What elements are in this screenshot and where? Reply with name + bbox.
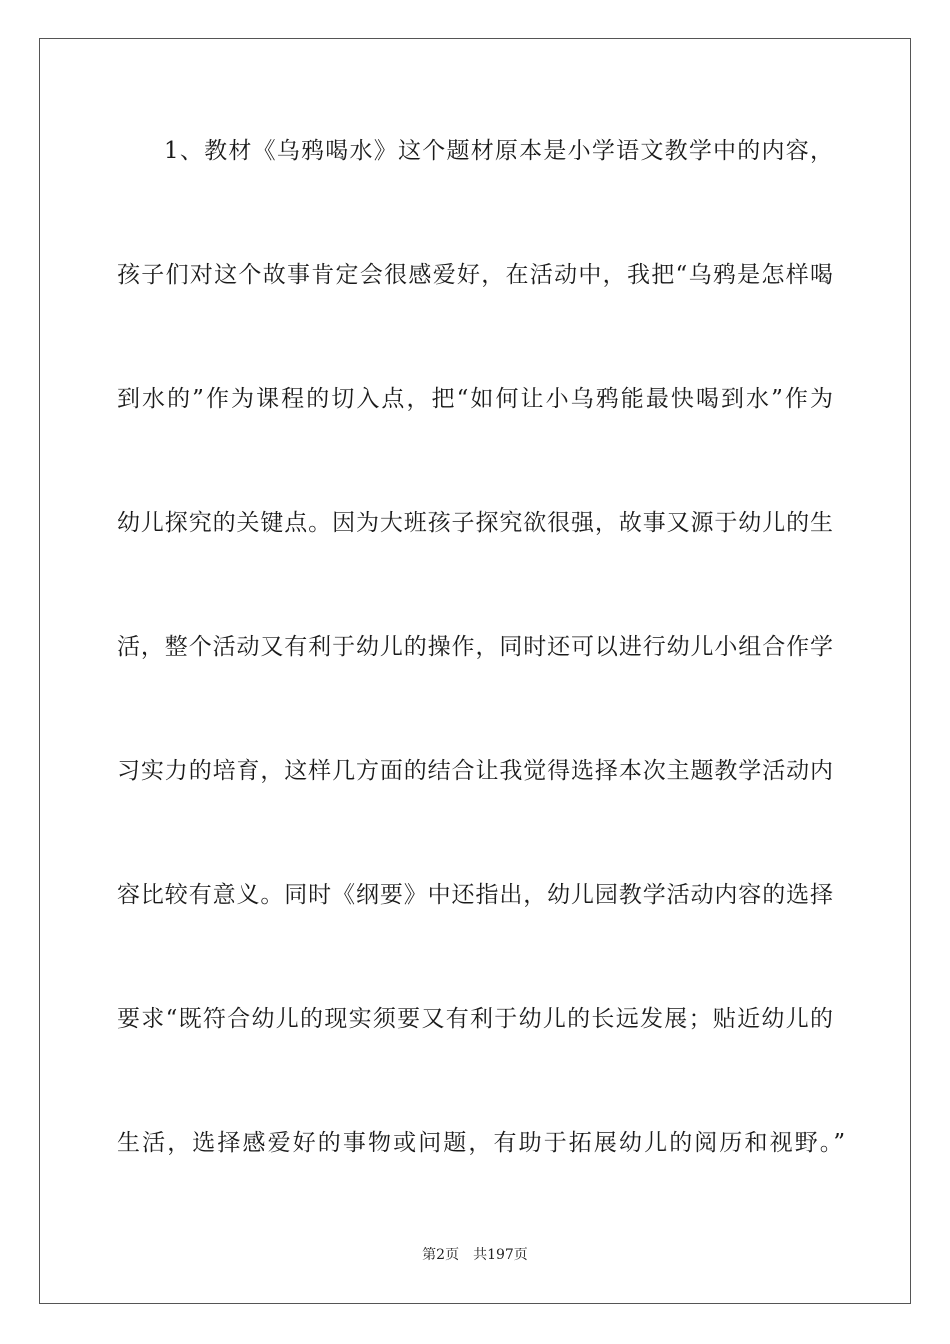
text-line: 生活，选择感爱好的事物或问题，有助于拓展幼儿的阅历和视野。” bbox=[117, 1130, 848, 1156]
text-line: 到水的”作为课程的切入点，把“如何让小乌鸦能最快喝到水”作为 bbox=[117, 386, 833, 412]
text-line: 要求“既符合幼儿的现实须要又有利于幼儿的长远发展；贴近幼儿的 bbox=[117, 1006, 833, 1032]
text-line: 容比较有意义。同时《纲要》中还指出，幼儿园教学活动内容的选择 bbox=[117, 882, 833, 908]
page-number-footer: 第2页 共197页 bbox=[422, 1247, 528, 1263]
text-line: 幼儿探究的关键点。因为大班孩子探究欲很强，故事又源于幼儿的生 bbox=[117, 510, 833, 536]
text-line: 习实力的培育，这样几方面的结合让我觉得选择本次主题教学活动内 bbox=[117, 758, 833, 784]
text-line: 活，整个活动又有利于幼儿的操作，同时还可以进行幼儿小组合作学 bbox=[117, 634, 833, 660]
text-line: 1、教材《乌鸦喝水》这个题材原本是小学语文教学中的内容， bbox=[164, 138, 833, 164]
text-line: 孩子们对这个故事肯定会很感爱好，在活动中，我把“乌鸦是怎样喝 bbox=[117, 262, 833, 288]
